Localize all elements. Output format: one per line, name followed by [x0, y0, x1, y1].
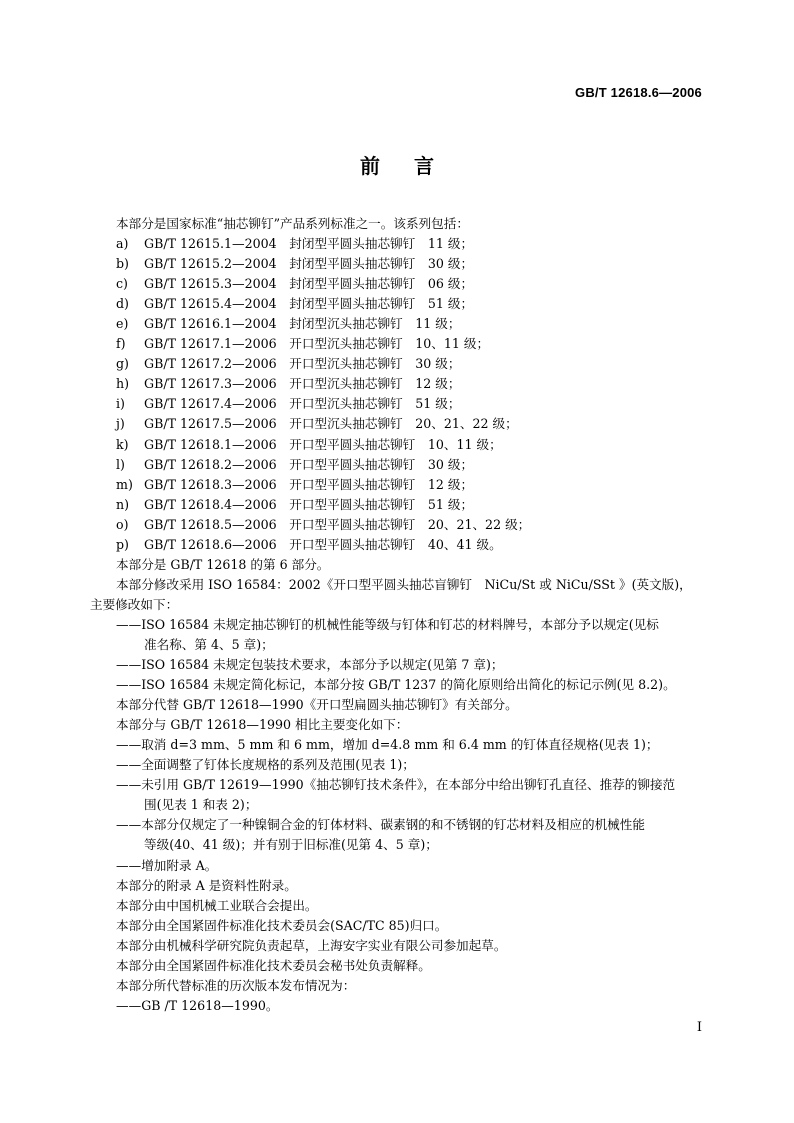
iso-adoption-line: 本部分修改采用 ISO 16584：2002《开口型平圆头抽芯盲铆钉 NiCu/St 或 NiCu/SSt 》(英文版)，: [116, 576, 692, 592]
series-list: [90, 234, 712, 555]
page-number: I: [696, 1020, 702, 1035]
series-item-label: a): [116, 236, 129, 252]
series-item-text: GB/T 12617.4—2006 开口型沉头抽芯铆钉 51 级；: [144, 396, 461, 412]
iso-change-item-continuation: 准名称、第 4、5 章)；: [144, 636, 274, 652]
standard-number: GB/T 12618.6—2006: [575, 85, 702, 100]
series-item-label: k): [116, 436, 129, 452]
series-item: [90, 354, 712, 374]
iso-change-item-text: ——ISO 16584 未规定包装技术要求，本部分予以规定(见第 7 章)；: [116, 657, 504, 673]
series-item-text: GB/T 12618.3—2006 开口型平圆头抽芯铆钉 12 级；: [144, 476, 474, 492]
series-item-text: GB/T 12617.5—2006 开口型沉头抽芯铆钉 20、21、22 级；: [144, 416, 518, 432]
series-item-label: i): [116, 396, 125, 412]
closing-paragraph: 本部分的附录 A 是资料性附录。: [116, 877, 297, 893]
change-item: [90, 775, 712, 815]
iso-change-item-text: ——ISO 16584 未规定简化标记，本部分按 GB/T 1237 的简化原则给出简化的标记示例(见 8.2)。: [116, 677, 676, 693]
series-item-text: GB/T 12617.1—2006 开口型沉头抽芯铆钉 10、11 级；: [144, 336, 490, 352]
change-item-text: ——增加附录 A。: [116, 857, 218, 873]
series-item: [90, 515, 712, 535]
series-item-text: GB/T 12615.4—2004 封闭型平圆头抽芯铆钉 51 级；: [144, 296, 474, 312]
series-item: [90, 414, 712, 434]
series-item-text: GB/T 12615.1—2004 封闭型平圆头抽芯铆钉 11 级；: [144, 236, 474, 252]
change-item-text: ——全面调整了钉体长度规格的系列及范围(见表 1)；: [116, 757, 415, 773]
series-item-text: GB/T 12618.4—2006 开口型平圆头抽芯铆钉 51 级；: [144, 496, 474, 512]
series-item: [90, 435, 712, 455]
change-item: [90, 815, 712, 855]
series-item-text: GB/T 12615.2—2004 封闭型平圆头抽芯铆钉 30 级；: [144, 256, 474, 272]
series-item: [90, 334, 712, 354]
series-item-label: c): [116, 276, 128, 292]
history-item: ——GB /T 12618—1990。: [116, 997, 279, 1013]
series-item-label: h): [116, 376, 130, 392]
series-item: [90, 495, 712, 515]
series-item-label: f): [116, 336, 126, 352]
series-item: [90, 455, 712, 475]
closing-paragraphs: [90, 876, 712, 996]
iso-change-item-text: ——ISO 16584 未规定抽芯铆钉的机械性能等级与钉体和钉芯的材料牌号，本部分予以规定(见标: [116, 616, 659, 632]
series-item-label: n): [116, 496, 130, 512]
replace-statement: 本部分代替 GB/T 12618—1990《开口型扁圆头抽芯铆钉》有关部分。: [116, 697, 518, 713]
change-item-text: ——取消 d=3 mm、5 mm 和 6 mm，增加 d=4.8 mm 和 6.4 mm 的钉体直径规格(见表 1)；: [116, 737, 659, 753]
series-item-text: GB/T 12618.5—2006 开口型平圆头抽芯铆钉 20、21、22 级；: [144, 516, 531, 532]
iso-change-item: [90, 655, 712, 675]
closing-paragraph: 本部分由全国紧固件标准化技术委员会秘书处负责解释。: [116, 957, 431, 973]
change-item-continuation: 围(见表 1 和表 2)；: [144, 797, 258, 813]
series-item-text: GB/T 12617.3—2006 开口型沉头抽芯铆钉 12 级；: [144, 376, 461, 392]
series-item-label: m): [116, 476, 133, 492]
series-item-text: GB/T 12616.1—2004 封闭型沉头抽芯铆钉 11 级；: [144, 316, 461, 332]
change-item-text: ——未引用 GB/T 12619—1990《抽芯铆钉技术条件》，在本部分中给出铆钉孔直径、推荐的铆接范: [116, 777, 676, 793]
iso-adoption-continuation: 主要修改如下：: [90, 596, 179, 612]
page-title: 前言: [360, 154, 468, 178]
change-item-continuation: 等级(40、41 级)；并有别于旧标准(见第 4、5 章)；: [144, 837, 438, 853]
closing-paragraph: 本部分由中国机械工业联合会提出。: [116, 897, 318, 913]
series-item-text: GB/T 12618.1—2006 开口型平圆头抽芯铆钉 10、11 级；: [144, 436, 502, 452]
main-changes-list: [90, 735, 712, 875]
series-item-label: l): [116, 456, 125, 472]
series-item-label: g): [116, 356, 129, 372]
series-item: [90, 475, 712, 495]
series-item: [90, 234, 712, 254]
series-item-text: GB/T 12618.6—2006 开口型平圆头抽芯铆钉 40、41 级。: [144, 536, 502, 552]
series-item: [90, 394, 712, 414]
series-item: [90, 294, 712, 314]
series-item-text: GB/T 12617.2—2006 开口型沉头抽芯铆钉 30 级；: [144, 356, 461, 372]
closing-paragraph: 本部分由机械科学研究院负责起草，上海安字实业有限公司参加起草。: [116, 937, 507, 953]
series-item-label: b): [116, 256, 129, 272]
document-body: [90, 214, 712, 1016]
closing-paragraph: 本部分由全国紧固件标准化技术委员会(SAC/TC 85)归口。: [116, 917, 448, 933]
change-item-text: ——本部分仅规定了一种镍铜合金的钉体材料、碳素钢的和不锈钢的钉芯材料及相应的机械性能: [116, 817, 645, 833]
series-item-label: j): [116, 416, 125, 432]
series-item-label: e): [116, 316, 129, 332]
part-statement: 本部分是 GB/T 12618 的第 6 部分。: [116, 556, 330, 572]
intro-paragraph: 本部分是国家标准“抽芯铆钉”产品系列标准之一。该系列包括：: [116, 216, 469, 231]
series-item-label: d): [116, 296, 129, 312]
series-item-label: p): [116, 536, 129, 552]
series-item-text: GB/T 12618.2—2006 开口型平圆头抽芯铆钉 30 级；: [144, 456, 474, 472]
series-item-label: o): [116, 516, 129, 532]
closing-paragraph: 本部分所代替标准的历次版本发布情况为：: [116, 977, 356, 993]
compare-statement: 本部分与 GB/T 12618—1990 相比主要变化如下：: [116, 717, 409, 733]
iso-change-item: [90, 675, 712, 695]
series-item: [90, 274, 712, 294]
series-item: [90, 314, 712, 334]
series-item: [90, 254, 712, 274]
change-item: [90, 856, 712, 876]
change-item: [90, 755, 712, 775]
change-item: [90, 735, 712, 755]
iso-change-item: [90, 615, 712, 655]
iso-changes-list: [90, 615, 712, 695]
series-item: [90, 374, 712, 394]
series-item: [90, 535, 712, 555]
series-item-text: GB/T 12615.3—2004 封闭型平圆头抽芯铆钉 06 级；: [144, 276, 474, 292]
